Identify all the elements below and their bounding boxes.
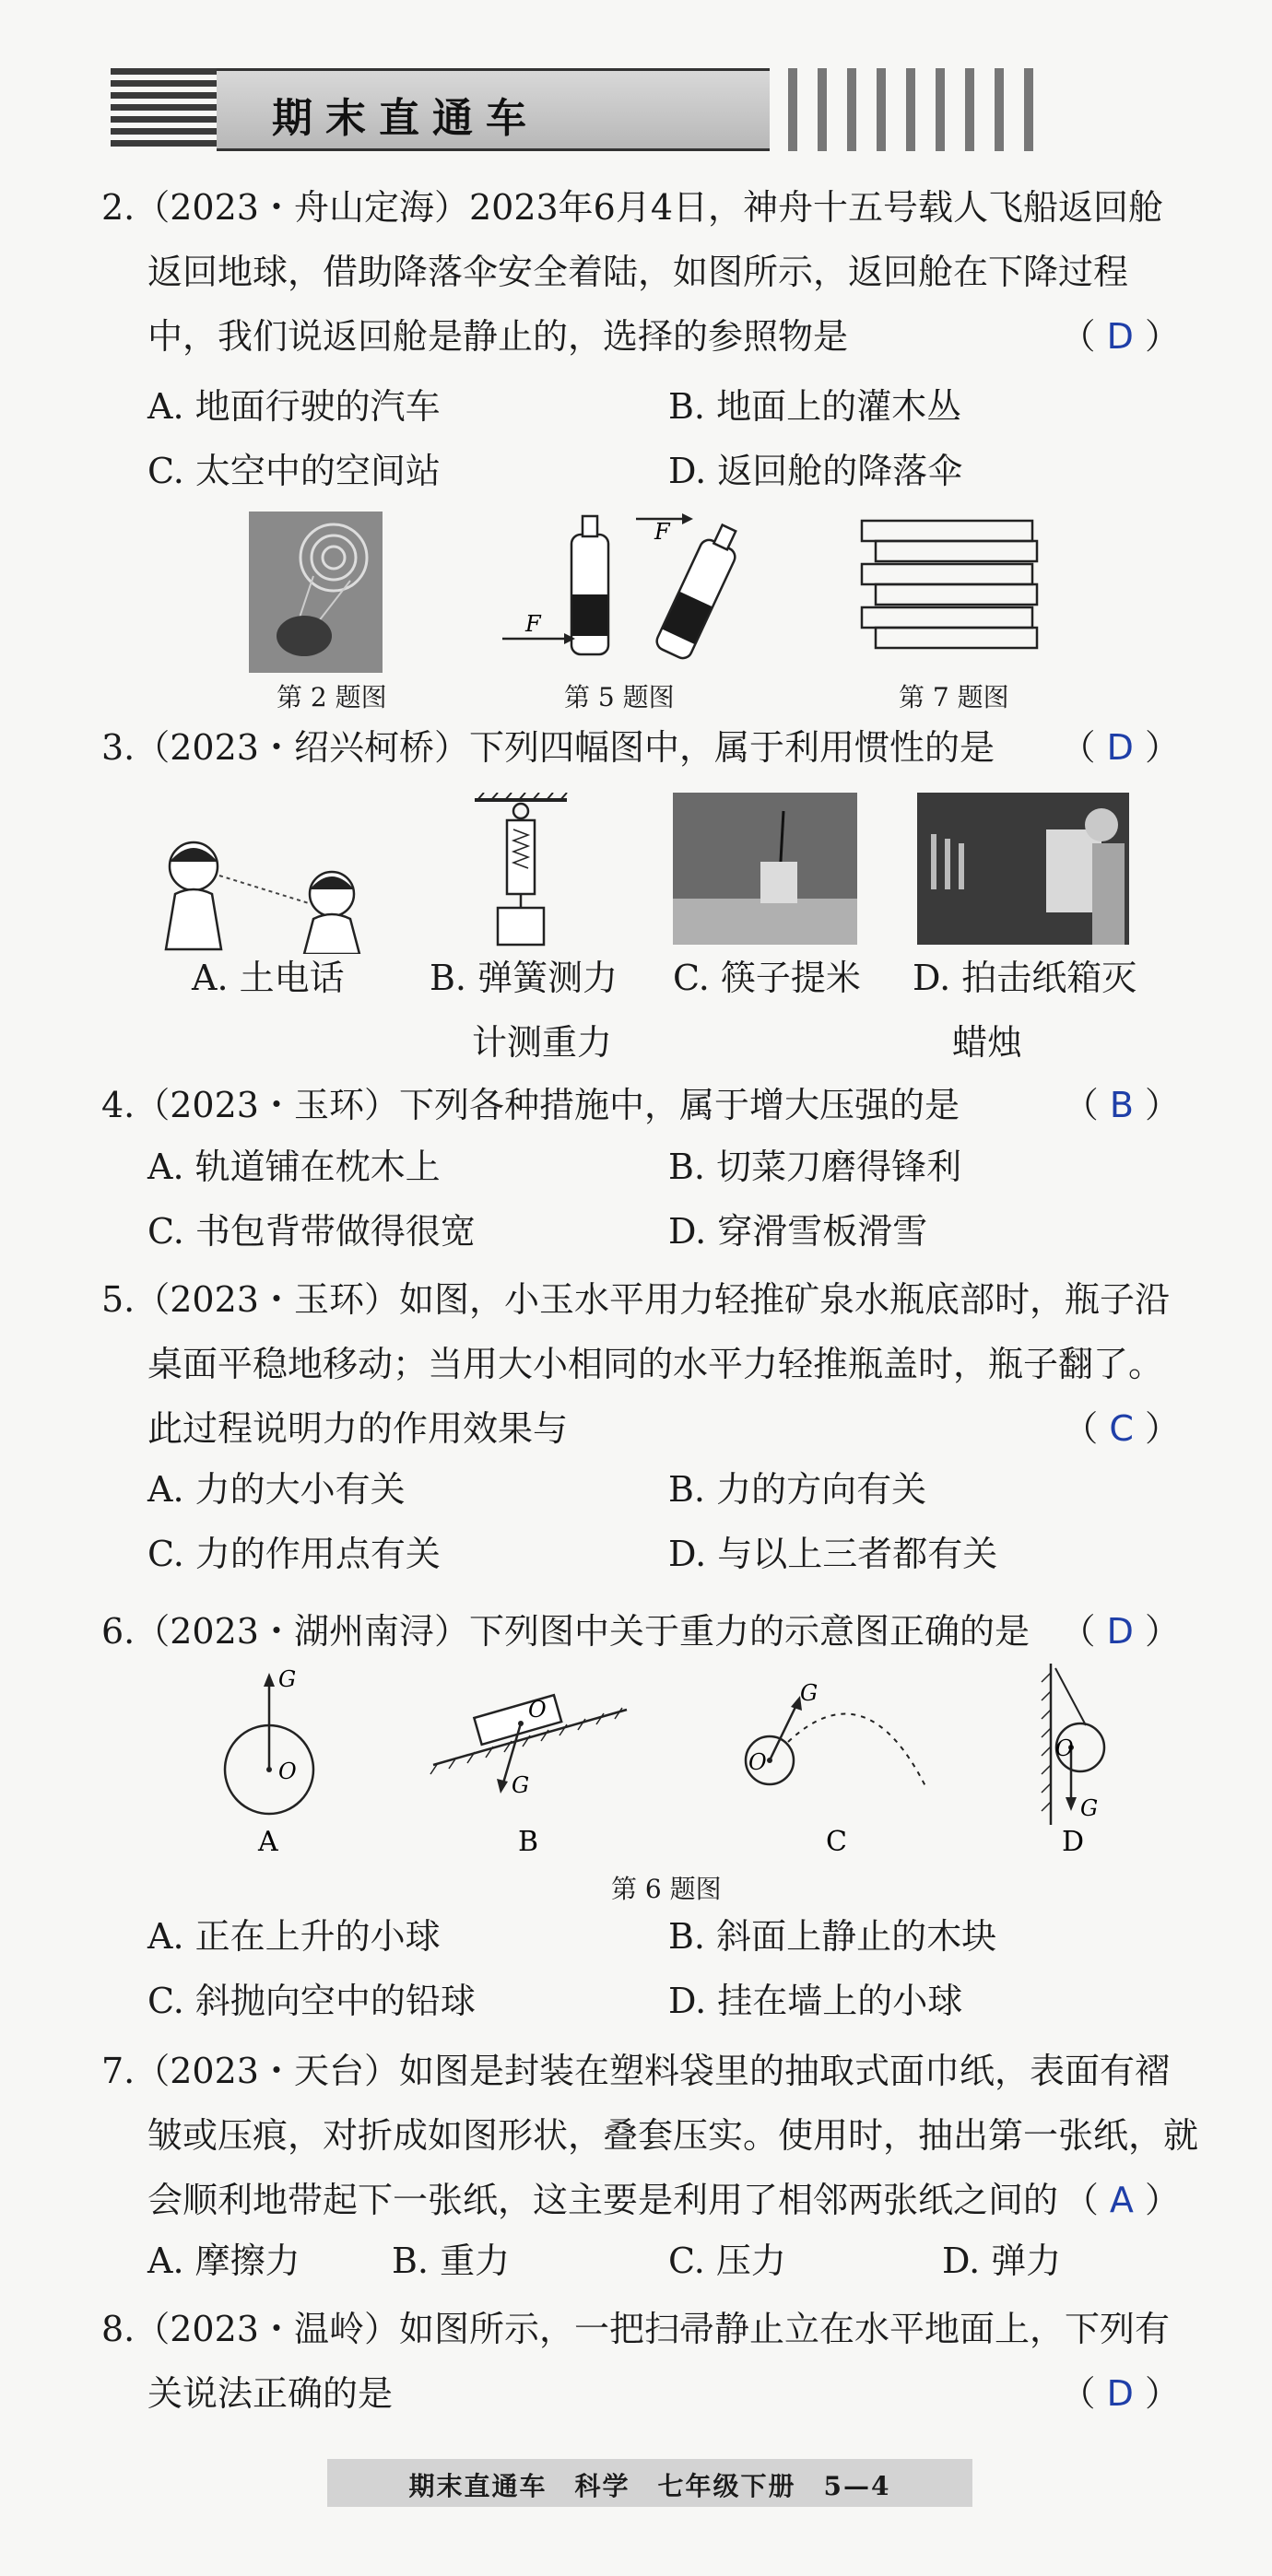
fig6c-g: G (800, 1680, 819, 1706)
q3-option-d: D. 拍击纸箱灭 (913, 958, 1137, 998)
page-header (111, 68, 922, 151)
q5-option-a: A. 力的大小有关 (147, 1469, 406, 1510)
fig6b-o: O (528, 1697, 547, 1723)
question-2 (101, 175, 1180, 369)
fig6d-o: O (1055, 1735, 1074, 1761)
q5-line-3: 此过程说明力的作用效果与 (147, 1408, 569, 1449)
q4-answer: （ B ） (1063, 1085, 1180, 1125)
q3-answer: （ D ） (1060, 727, 1180, 768)
q7-option-c: C. 压力 (668, 2241, 786, 2281)
question-7 (101, 2039, 1199, 2232)
q2-option-a: A. 地面行驶的汽车 (147, 386, 441, 427)
fig7-tissues (857, 516, 1042, 664)
q6-answer-value: D (1106, 1611, 1134, 1652)
q4-option-a: A. 轨道铺在枕木上 (147, 1147, 441, 1187)
q5-option-c: C. 力的作用点有关 (147, 1534, 441, 1574)
q2-line-1: 2.（2023・舟山定海）2023年6月4日，神舟十五号载人飞船返回舱 (101, 187, 1164, 228)
q4-line: 4.（2023・玉环）下列各种措施中，属于增大压强的是 (101, 1085, 960, 1125)
fig5-force-label-top: F (654, 519, 670, 545)
q3-option-d-cont: 蜡烛 (952, 1022, 1023, 1063)
q8-line-1: 8.（2023・温岭）如图所示，一把扫帚静止立在水平地面上，下列有 (101, 2309, 1170, 2349)
question-4 (101, 1073, 1180, 1137)
q4-answer-value: B (1109, 1085, 1134, 1125)
fig6-caption: 第 6 题图 (611, 1874, 722, 1904)
q7-option-a: A. 摩擦力 (147, 2241, 300, 2281)
q6-option-a: A. 正在上升的小球 (147, 1916, 441, 1957)
header-stripes (111, 68, 217, 151)
fig6a-g: G (278, 1666, 297, 1692)
q4-option-c: C. 书包背带做得很宽 (147, 1211, 476, 1252)
question-5 (101, 1267, 1180, 1461)
q7-answer-value: A (1109, 2180, 1134, 2220)
fig5-force-label-bottom: F (525, 611, 541, 637)
fig6-label-a: A (258, 1826, 278, 1858)
q7-option-d: D. 弹力 (942, 2241, 1062, 2281)
fig6d-hanging-ball (1042, 1664, 1104, 1858)
fig3c-chopsticks-photo (673, 793, 857, 945)
fig6-label-c: C (826, 1826, 847, 1858)
q6-option-c: C. 斜抛向空中的铅球 (147, 1981, 476, 2021)
fig7-caption: 第 7 题图 (899, 682, 1009, 712)
q4-option-d: D. 穿滑雪板滑雪 (668, 1211, 928, 1252)
fig2-parachute-photo (249, 512, 383, 673)
header-title: 期末直通车 (272, 95, 539, 142)
page-footer (327, 2459, 972, 2507)
fig6b-block-on-slope (430, 1695, 627, 1858)
q7-line-1: 7.（2023・天台）如图是封装在塑料袋里的抽取式面巾纸，表面有褶 (101, 2051, 1170, 2091)
q7-line-3: 会顺利地带起下一张纸，这主要是利用了相邻两张纸之间的 (147, 2180, 1059, 2220)
q5-answer: （ C ） (1063, 1408, 1180, 1449)
q3-option-a: A. 土电话 (192, 958, 345, 998)
fig3d-box-candle-photo (917, 793, 1129, 945)
q2-option-c: C. 太空中的空间站 (147, 451, 441, 491)
footer-text: 期末直通车 科学 七年级下册 5—4 (408, 2471, 891, 2501)
q7-line-2: 皱或压痕，对折成如图形状，叠套压实。使用时，抽出第一张纸，就 (147, 2115, 1199, 2156)
fig6c-o: O (748, 1749, 767, 1775)
fig6a-o: O (278, 1759, 297, 1784)
q5-option-d: D. 与以上三者都有关 (668, 1534, 998, 1574)
fig2-caption: 第 2 题图 (277, 682, 387, 712)
fig6-label-d: D (1062, 1826, 1085, 1858)
question-6 (101, 1599, 1180, 1664)
q3-option-c: C. 筷子提米 (673, 958, 861, 998)
fig3a-phone (157, 825, 378, 954)
q6-answer: （ D ） (1060, 1611, 1180, 1652)
q2-option-d: D. 返回舱的降落伞 (668, 451, 963, 491)
q5-option-b: B. 力的方向有关 (668, 1469, 927, 1510)
fig6-gravity-diagrams (184, 1659, 1152, 1880)
q6-option-b: B. 斜面上静止的木块 (668, 1916, 997, 1957)
question-8 (101, 2297, 1180, 2426)
fig6c-thrown-shot (746, 1680, 926, 1858)
q5-line-1: 5.（2023・玉环）如图，小玉水平用力轻推矿泉水瓶底部时，瓶子沿 (101, 1279, 1170, 1320)
q2-answer: （ D ） (1060, 316, 1180, 357)
q6-line: 6.（2023・湖州南浔）下列图中关于重力的示意图正确的是 (101, 1611, 1030, 1652)
question-3 (101, 715, 1180, 780)
q3-answer-value: D (1106, 727, 1134, 768)
fig3b-spring-scale (470, 793, 571, 949)
q7-option-b: B. 重力 (392, 2241, 511, 2281)
fig6a-rising-ball (225, 1666, 313, 1858)
q3-line: 3.（2023・绍兴柯桥）下列四幅图中，属于利用惯性的是 (101, 727, 995, 768)
q8-answer-value: D (1106, 2373, 1134, 2414)
q3-option-b: B. 弹簧测力 (430, 958, 618, 998)
header-ticks (788, 68, 1037, 151)
q2-option-b: B. 地面上的灌木丛 (668, 386, 962, 427)
q5-answer-value: C (1109, 1408, 1134, 1449)
fig5-caption: 第 5 题图 (564, 682, 675, 712)
q8-answer: （ D ） (1060, 2373, 1180, 2414)
q2-line-3: 中，我们说返回舱是静止的，选择的参照物是 (147, 316, 849, 357)
q7-answer: （ A ） (1063, 2180, 1180, 2220)
fig6d-g: G (1080, 1795, 1099, 1821)
fig5-bottles (498, 502, 747, 673)
fig6-label-b: B (518, 1826, 539, 1858)
q5-line-2: 桌面平稳地移动；当用大小相同的水平力轻推瓶盖时，瓶子翻了。 (147, 1344, 1164, 1384)
q4-option-b: B. 切菜刀磨得锋利 (668, 1147, 962, 1187)
q2-answer-value: D (1106, 316, 1134, 357)
q2-line-2: 返回地球，借助降落伞安全着陆，如图所示，返回舱在下降过程 (147, 252, 1129, 292)
q3-option-b-cont: 计测重力 (472, 1022, 613, 1063)
fig6b-g: G (512, 1772, 530, 1798)
q8-line-2: 关说法正确的是 (147, 2373, 394, 2414)
q6-option-d: D. 挂在墙上的小球 (668, 1981, 963, 2021)
